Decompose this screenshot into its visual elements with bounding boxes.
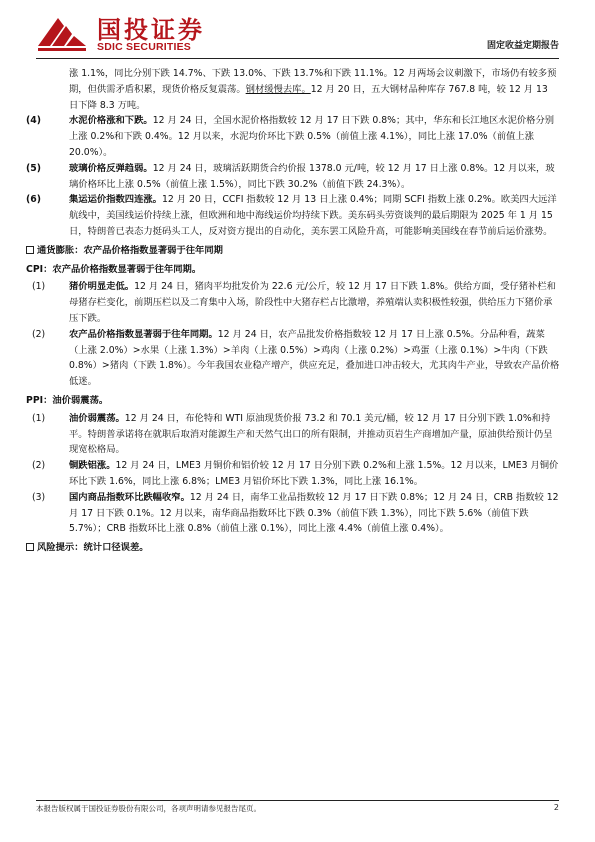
list-item (26, 411, 560, 458)
item-text: 12 月 24 日，猪肉平均批发价为 22.6 元/公斤，较 12 月 17 日下跌 1.8%。供给方面，受仔猪补栏和母猪存栏变化，前期压栏以及二育集中入场，阶段性中大猪存栏占比激增，养殖端认卖积极性较强，供给压力下猪价承压下跌。 (69, 281, 556, 324)
sdic-logo-icon (36, 12, 88, 52)
item-text: 12 月 24 日，南华工业品指数较 12 月 17 日下跌 0.8%；12 月 24 日，CRB 指数较 12 月 17 日下跌 0.1%。12 月以来，南华商品指数环比下跌 0.3%（前值下跌 1.3%），同比下跌 5.6%（前值下跌 5.7%）；CRB 指数环比上涨 0.8%（前值上涨 0.1%），同比上涨 4.4%（前值上涨 0.4%）。 (69, 491, 559, 535)
item-title: 铜跌铝涨。 (69, 460, 116, 472)
item-text: 12 月 20 日，CCFI 指数较 12 月 13 日上涨 0.4%；同期 SCFI 指数上涨 0.2%。欧美四大远洋航线中，美国线运价持续上涨，但欧洲和地中海线运价均持续下跌。美东码头劳资谈判的最后期限为 2025 年 1 月 15 日，特朗普已表态力挺码头工人，反对资方提出的自动化，美东罢工风险升高，可能影响美国线在春节前后运价涨势。 (69, 194, 557, 237)
list-item (26, 490, 560, 537)
checkbox-square-icon (26, 543, 34, 551)
header-divider (36, 58, 559, 59)
item-title: 水泥价格涨和下跌。 (69, 115, 153, 127)
logo-english-name: SDIC SECURITIES (97, 41, 192, 53)
steel-destock-underline: 钢材缓慢去库。 (245, 83, 311, 95)
item-number: (3) (32, 491, 46, 503)
footer-divider (36, 800, 559, 801)
page-number: 2 (553, 803, 559, 812)
item-title: 油价弱震荡。 (69, 412, 125, 424)
list-item (26, 458, 560, 490)
risk-warning: 风险提示：统计口径误差。 (37, 542, 149, 554)
item-number: (2) (32, 460, 46, 472)
logo-chinese-name: 国投证券 (97, 16, 205, 44)
steel-continuation-paragraph (26, 66, 560, 113)
item-title: 国内商品指数环比跌幅收窄。 (69, 491, 190, 503)
item-title: 玻璃价格反弹趋弱。 (69, 162, 153, 174)
section-heading-inflation (26, 243, 560, 259)
item-text: 12 月 24 日，布伦特和 WTI 原油现货价报 73.2 和 70.1 美元/桶，较 12 月 17 日分别下跌 1.0%和持平。特朗普承诺将在就职后取消对能源生产和天然气出口的所有限制，并推动页岩生产商增加产量，原油供给预计仍呈现宽松格局。 (69, 412, 553, 456)
item-number: (6) (26, 194, 41, 206)
cpi-heading: CPI：农产品价格指数显著弱于往年同期。 (26, 263, 202, 275)
checkbox-square-icon (26, 246, 34, 254)
ppi-heading: PPI：油价弱震荡。 (26, 394, 109, 406)
item-text: 12 月 24 日，玻璃活跃期货合约价报 1378.0 元/吨，较 12 月 17 日上涨 0.8%。12 月以来，玻璃价格环比上涨 0.5%（前值上涨 1.5%），同比下跌 30.2%（前值下跌 24.3%）。 (69, 162, 555, 190)
list-item (26, 327, 560, 390)
item-text: 12 月 24 日，农产品批发价格指数较 12 月 17 日上涨 0.5%。分品种看，蔬菜（上涨 2.0%）>水果（上涨 1.3%）>羊肉（上涨 0.5%）>鸡肉（上涨 0.2%）>鸡蛋（上涨 0.1%）>牛肉（下跌 0.8%）>猪肉（下跌 1.8%）。今年我国农业稳产增产，供应充足，叠加进口冲击较大，尤其肉牛产业，导致农产品价格低迷。 (69, 328, 560, 388)
item-number: (2) (32, 328, 46, 340)
report-type-label: 固定收益定期报告 (486, 41, 559, 51)
item-number: (1) (32, 281, 46, 293)
item-text: 12 月 24 日，LME3 月铜价和铝价较 12 月 17 日分别下跌 0.2%和上涨 1.5%。12 月以来，LME3 月铜价环比下跌 1.6%，同比上涨 6.8%；LME3 月铝价环比下跌 1.3%，同比上涨 16.1%。 (69, 460, 559, 487)
item-text: 12 月 24 日，全国水泥价格指数较 12 月 17 日下跌 0.8%；其中，华东和长江地区水泥价格分别上涨 0.2%和下跌 0.4%。12 月以来，水泥均价环比下跌 0.5%（前值上涨 4.1%），同比上涨 17.0%（前值上涨 20.0%）。 (69, 115, 555, 158)
list-item (26, 192, 560, 239)
list-item (26, 161, 560, 193)
footer-disclaimer: 本报告版权属于国投证券股份有限公司，各项声明请参见报告尾页。 (36, 804, 261, 813)
section-heading-risk (26, 540, 560, 556)
report-header (0, 0, 595, 62)
steel-text: 涨 1.1%，同比分别下跌 14.7%、下跌 13.0%、下跌 13.7%和下跌 11.1%。12 月两场会议刺激下，市场仍有较多预期，但供需矛盾积累，现货价格反复震荡。 (69, 68, 557, 95)
report-body (26, 66, 560, 558)
item-number: (1) (32, 412, 46, 424)
list-item (26, 279, 560, 326)
list-item (26, 113, 560, 160)
item-number: (4) (26, 115, 41, 127)
steel-inventory-text: 12 月 20 日，五大钢材品种库存 767.8 吨，较 12 月 13 日下降 8.3 万吨。 (69, 83, 548, 111)
item-number: (5) (26, 162, 41, 174)
item-title: 农产品价格指数显著弱于往年同期。 (69, 328, 218, 340)
item-title: 集运运价指数四连涨。 (69, 194, 162, 206)
section-title: 通货膨胀：农产品价格指数显著弱于往年同期 (37, 244, 223, 256)
item-title: 猪价明显走低。 (69, 281, 135, 293)
